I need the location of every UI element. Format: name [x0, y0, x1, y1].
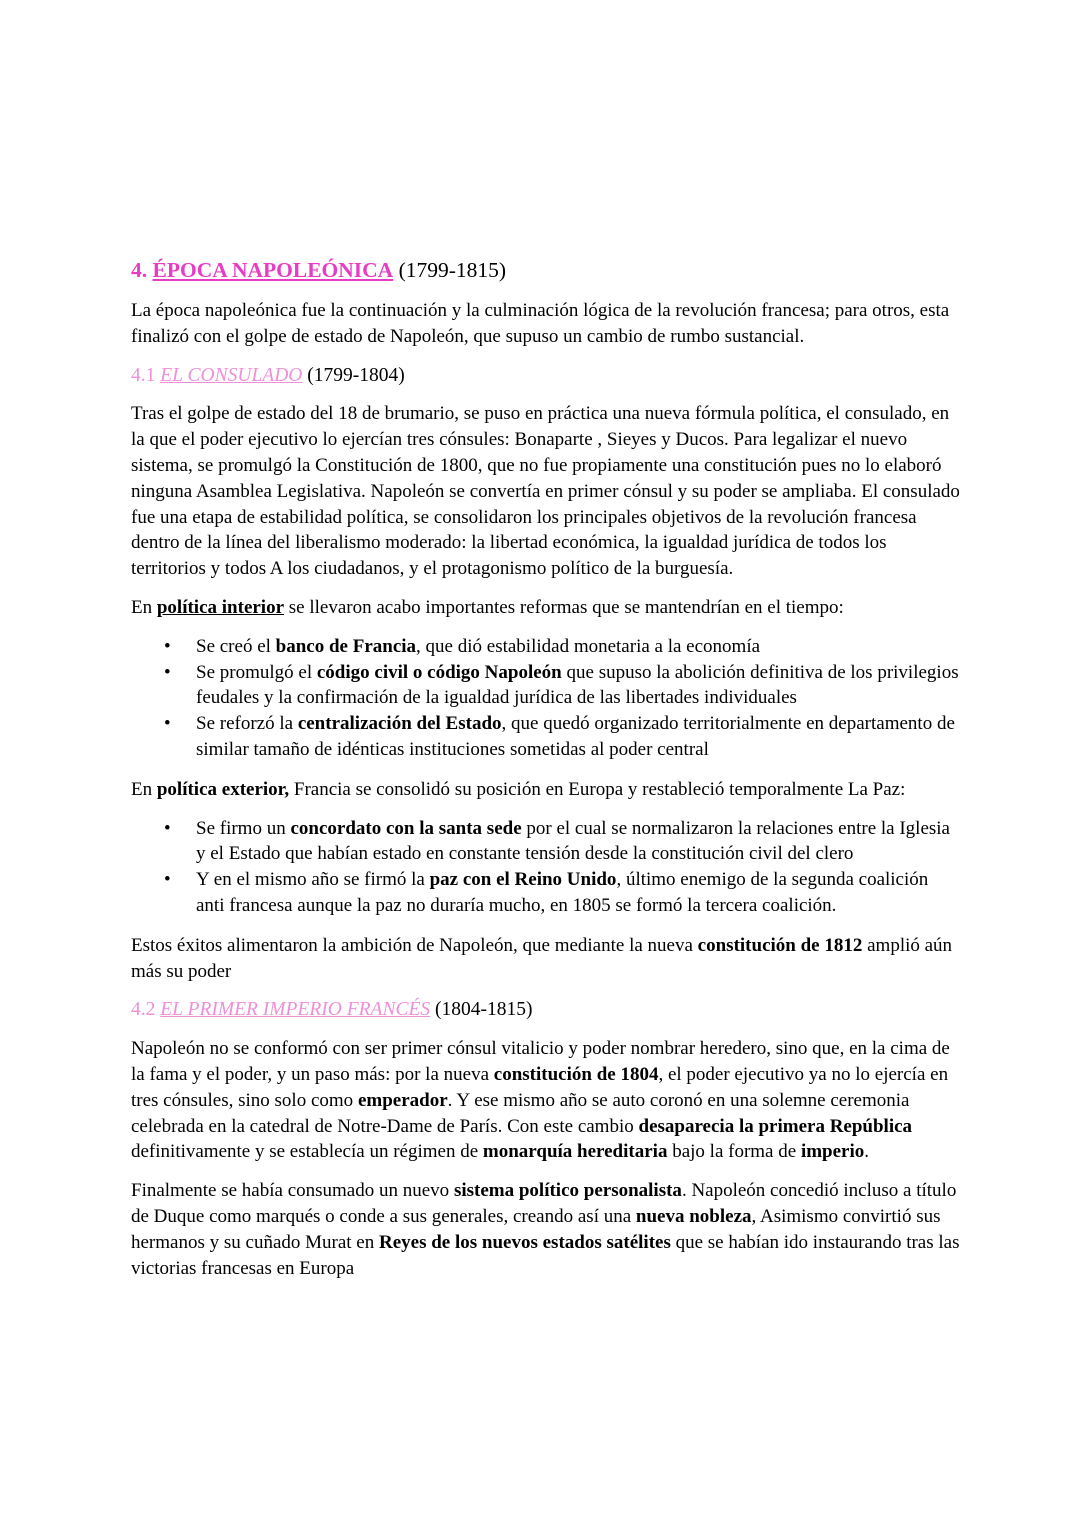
politica-interior-intro [131, 595, 961, 621]
text-run: , que quedó organizado territorialmente en departamento de similar tamaño de idénticas instituciones sometidas al poder central [196, 713, 955, 760]
text-run: En [131, 596, 157, 618]
text-run: Estos éxitos alimentaron la ambición de Napoleón, que mediante la nueva [131, 934, 698, 956]
text-run: que se habían ido instaurando tras las victorias francesas en Europa [131, 1231, 960, 1279]
bold-run: Reyes de los nuevos estados satélites [379, 1231, 671, 1253]
text-run: Se creó el [196, 635, 276, 657]
text-run: por el cual se normalizaron la relaciones entre la Iglesia y el Estado que habían estado en constante tensión desde la constitución civil del clero [196, 817, 950, 865]
text-run: , el poder ejecutivo ya no lo ejercía en tres cónsules, sino solo como [131, 1063, 949, 1111]
bold-run: nueva nobleza [635, 1205, 752, 1227]
text-run: definitivamente y se establecía un régimen de [131, 1141, 483, 1163]
text-run: En [131, 778, 157, 800]
bold-run: constitución de 1804 [493, 1063, 659, 1085]
bold-run: concordato con la santa sede [290, 817, 522, 839]
bold-run: constitución de 1812 [697, 934, 863, 956]
text-run: amplió aún más su poder [131, 934, 953, 982]
section-4-2-heading [131, 997, 961, 1023]
list-item [196, 816, 961, 868]
bold-run: código civil o código Napoleón [316, 661, 562, 683]
section-4-1-number: 4.1 [131, 364, 156, 386]
text-run: . Y ese mismo año se auto coronó en una solemne ceremonia celebrada en la catedral de Notre-Dame de París. Con este cambio [131, 1089, 910, 1137]
text-run: , que dió estabilidad monetaria a la economía [416, 635, 761, 657]
text-run: . [864, 1141, 870, 1163]
bold-run: emperador [357, 1089, 448, 1111]
list-item [196, 634, 961, 660]
text-run: , último enemigo de la segunda coalición anti francesa aunque la paz no duraría mucho, en 1805 se formó la tercera coalición. [196, 869, 929, 916]
politica-interior-label: política interior [156, 596, 285, 618]
document-page [131, 256, 961, 1294]
bold-run: sistema político personalista [453, 1180, 682, 1202]
politica-exterior-intro [131, 777, 961, 803]
consulado-paragraph: Tras el golpe de estado del 18 de brumario, se puso en práctica una nueva fórmula política, el consulado, en la que el poder ejecutivo lo ejercían tres cónsules: Bonaparte , Sieyes y Ducos. Para legalizar el nuevo sistema, se promulgó la Constitución de 1800, que no fue propiamente una constitución pues no lo elaboró ninguna Asamblea Legislativa. Napoleón se convertía en primer cónsul y su poder se ampliaba. El consulado fue una etapa de estabilidad política, se consolidaron los principales objetivos de la revolución francesa dentro de la línea del liberalismo moderado: la libertad económica, la igualdad jurídica de todos los territorios y todos A los ciudadanos, y el protagonismo político de la burguesía. [131, 403, 960, 580]
text-run: Francia se consolidó su posición en Europa y restableció temporalmente La Paz: [289, 778, 906, 800]
interior-list [131, 634, 961, 763]
list-item [196, 711, 961, 763]
consulado-closing [131, 933, 961, 985]
imperio-paragraph-2 [131, 1178, 961, 1281]
section-4-title: ÉPOCA NAPOLEÓNICA [152, 258, 394, 282]
bold-run: banco de Francia [275, 635, 417, 657]
bold-run: monarquía hereditaria [482, 1141, 668, 1163]
text-run: Se firmo un [196, 817, 291, 839]
section-4-intro: La época napoleónica fue la continuación y la culminación lógica de la revolución francesa; para otros, esta finalizó con el golpe de estado de Napoleón, que supuso un cambio de rumbo sustancial. [131, 300, 950, 347]
section-4-1-years: (1799-1804) [307, 364, 405, 386]
list-item [196, 867, 961, 919]
text-run: Y en el mismo año se firmó la [196, 869, 430, 891]
text-run: se llevaron acabo importantes reformas que se mantendrían en el tiempo: [284, 596, 844, 618]
text-run: . Napoleón concedió incluso a título de Duque como marqués o conde a sus generales, creando así una [131, 1180, 957, 1227]
text-run: Se reforzó la [196, 713, 298, 735]
list-item [196, 660, 961, 712]
section-4-years: (1799-1815) [398, 258, 507, 282]
bold-run: imperio [800, 1141, 865, 1163]
section-4-number: 4. [131, 258, 148, 282]
section-4-heading [131, 256, 961, 284]
text-run: , Asimismo convirtió sus hermanos y su cuñado Murat en [131, 1205, 941, 1253]
politica-exterior-label: política exterior, [156, 778, 290, 800]
bold-run: paz con el Reino Unido [429, 869, 617, 891]
section-4-1-heading [131, 363, 961, 389]
text-run: Napoleón no se conformó con ser primer cónsul vitalicio y poder nombrar heredero, sino que, en la cima de la fama y el poder, y un paso más: por la nueva [131, 1038, 950, 1085]
exterior-list [131, 816, 961, 919]
section-4-1-title: EL CONSULADO [160, 364, 303, 386]
section-4-2-title: EL PRIMER IMPERIO FRANCÉS [160, 999, 431, 1021]
text-run: que supuso la abolición definitiva de los privilegios feudales y la confirmación de la igualdad jurídica de las libertades individuales [196, 661, 959, 709]
text-run: bajo la forma de [667, 1141, 801, 1163]
text-run: Se promulgó el [196, 661, 317, 683]
bold-run: centralización del Estado [297, 713, 502, 735]
section-4-2-number: 4.2 [131, 999, 156, 1021]
section-4-2-years: (1804-1815) [435, 999, 533, 1021]
text-run: Finalmente se había consumado un nuevo [131, 1180, 454, 1202]
bold-run: desaparecia la primera República [638, 1115, 913, 1137]
imperio-paragraph-1 [131, 1036, 961, 1165]
